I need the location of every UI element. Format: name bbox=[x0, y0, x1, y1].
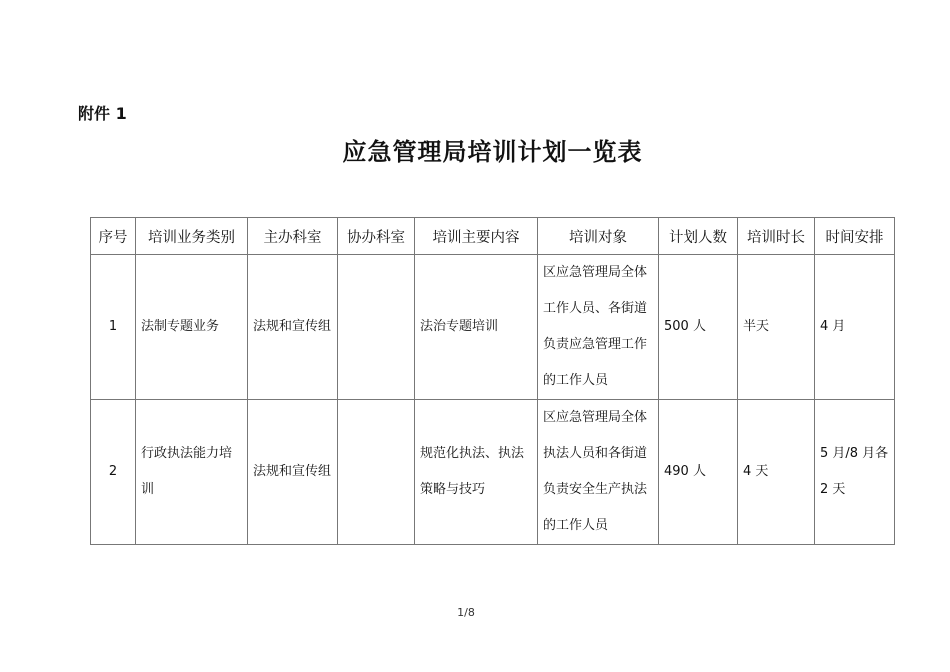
cell-index: 1 bbox=[91, 255, 136, 400]
header-content: 培训主要内容 bbox=[415, 218, 538, 255]
header-schedule: 时间安排 bbox=[815, 218, 895, 255]
table-row bbox=[91, 400, 895, 545]
cell-content: 规范化执法、执法策略与技巧 bbox=[415, 400, 538, 545]
cell-category: 法制专题业务 bbox=[136, 255, 248, 400]
cell-category: 行政执法能力培训 bbox=[136, 400, 248, 545]
cell-planned-count: 490 人 bbox=[659, 400, 738, 545]
cell-content: 法治专题培训 bbox=[415, 255, 538, 400]
header-category: 培训业务类别 bbox=[136, 218, 248, 255]
page-number: 1/8 bbox=[457, 606, 475, 619]
cell-co-host bbox=[338, 400, 415, 545]
table-row bbox=[91, 255, 895, 400]
header-index: 序号 bbox=[91, 218, 136, 255]
cell-host: 法规和宣传组 bbox=[248, 255, 338, 400]
cell-index: 2 bbox=[91, 400, 136, 545]
cell-schedule: 4 月 bbox=[815, 255, 895, 400]
cell-duration: 半天 bbox=[738, 255, 815, 400]
cell-planned-count: 500 人 bbox=[659, 255, 738, 400]
training-plan-table bbox=[90, 217, 895, 545]
cell-host: 法规和宣传组 bbox=[248, 400, 338, 545]
header-duration: 培训时长 bbox=[738, 218, 815, 255]
header-co-host: 协办科室 bbox=[338, 218, 415, 255]
table-header-row bbox=[91, 218, 895, 255]
page-title: 应急管理局培训计划一览表 bbox=[342, 138, 643, 166]
header-target: 培训对象 bbox=[538, 218, 659, 255]
header-planned-count: 计划人数 bbox=[659, 218, 738, 255]
cell-target: 区应急管理局全体执法人员和各街道负责安全生产执法的工作人员 bbox=[538, 400, 659, 545]
cell-target: 区应急管理局全体工作人员、各街道负责应急管理工作的工作人员 bbox=[538, 255, 659, 400]
cell-duration: 4 天 bbox=[738, 400, 815, 545]
attachment-label: 附件 1 bbox=[78, 104, 127, 123]
cell-co-host bbox=[338, 255, 415, 400]
header-host: 主办科室 bbox=[248, 218, 338, 255]
cell-schedule: 5 月/8 月各 2 天 bbox=[815, 400, 895, 545]
